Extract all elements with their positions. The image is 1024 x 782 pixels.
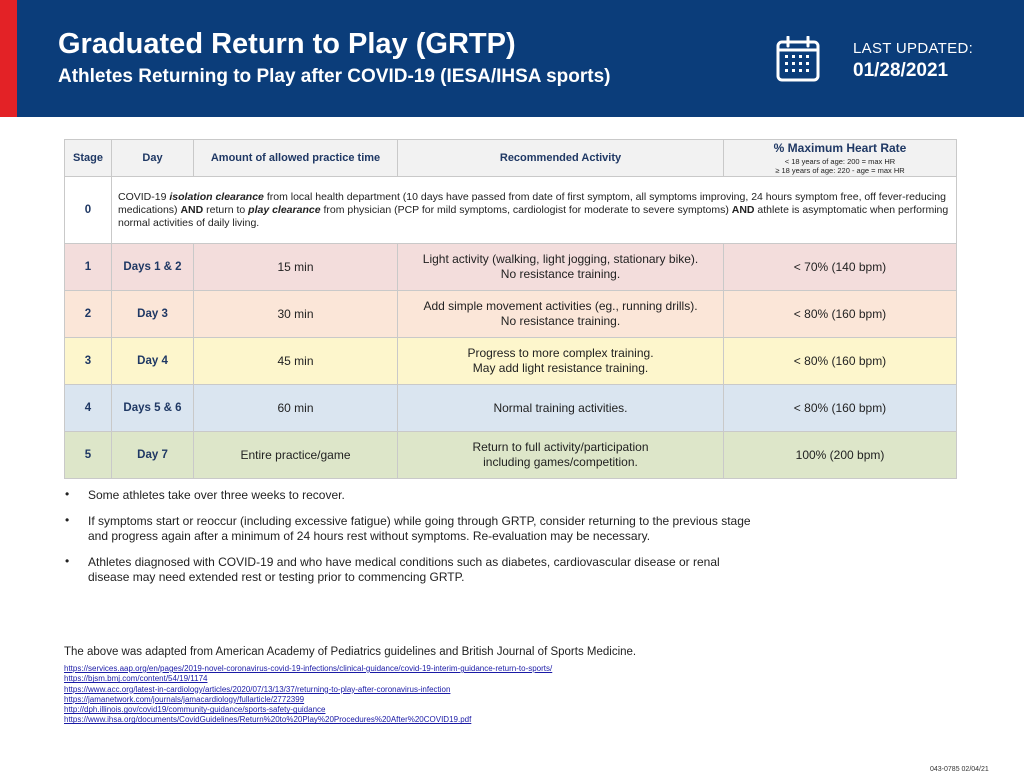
table-row-stage-3 bbox=[65, 338, 957, 385]
source-link-bjsm[interactable]: https://bjsm.bmj.com/content/54/19/1174 bbox=[64, 674, 208, 684]
header-practice-time: Amount of allowed practice time bbox=[194, 140, 398, 177]
document-code: 043-0785 02/04/21 bbox=[930, 766, 989, 773]
table-row-stage-2 bbox=[65, 291, 957, 338]
last-updated-label: LAST UPDATED: bbox=[853, 40, 974, 57]
activity-cell bbox=[398, 432, 724, 479]
stage-cell: 0 bbox=[65, 177, 112, 244]
stage0-description bbox=[112, 177, 957, 244]
page-title: Graduated Return to Play (GRTP) bbox=[58, 28, 516, 60]
source-statement: The above was adapted from American Academy of Pediatrics guidelines and British Journal of Sports Medicine. bbox=[64, 646, 637, 658]
list-item bbox=[64, 514, 754, 544]
header-max-heart-rate bbox=[724, 140, 957, 177]
and-keyword: AND bbox=[180, 203, 204, 216]
activity-line-1: Light activity (walking, light jogging, stationary bike). bbox=[422, 252, 699, 266]
practice-time-cell: Entire practice/game bbox=[194, 432, 398, 479]
notes-list bbox=[64, 488, 754, 596]
activity-line-1: Return to full activity/participation bbox=[472, 440, 649, 454]
table-row-stage-1 bbox=[65, 244, 957, 291]
day-cell: Days 1 & 2 bbox=[112, 244, 194, 291]
last-updated-date: 01/28/2021 bbox=[853, 60, 949, 81]
practice-time-cell: 45 min bbox=[194, 338, 398, 385]
activity-line-1: Progress to more complex training. bbox=[467, 346, 654, 360]
heart-rate-cell: < 80% (160 bpm) bbox=[724, 385, 957, 432]
activity-line-2: No resistance training. bbox=[500, 267, 621, 281]
activity-cell bbox=[398, 338, 724, 385]
stage-cell: 1 bbox=[65, 244, 112, 291]
source-link-aap[interactable]: https://services.aap.org/en/pages/2019-novel-coronavirus-covid-19-infections/clinical-guidance/covid-19-interim-guidance-return-to-sports/ bbox=[64, 664, 553, 673]
table-row-stage-0 bbox=[65, 177, 957, 244]
heart-rate-cell: < 80% (160 bpm) bbox=[724, 291, 957, 338]
activity-line-2: including games/competition. bbox=[483, 455, 638, 469]
table-header-row bbox=[65, 140, 957, 177]
practice-time-cell: 60 min bbox=[194, 385, 398, 432]
list-item bbox=[64, 555, 754, 585]
hr-title: % Maximum Heart Rate bbox=[773, 141, 907, 155]
bullet-icon: • bbox=[65, 554, 70, 568]
note-text: Some athletes take over three weeks to recover. bbox=[88, 488, 345, 502]
hr-sub-18-plus: ≥ 18 years of age: 220 - age = max HR bbox=[775, 166, 905, 175]
activity-cell bbox=[398, 291, 724, 338]
header-stage: Stage bbox=[65, 140, 112, 177]
day-cell: Days 5 & 6 bbox=[112, 385, 194, 432]
list-item bbox=[64, 488, 754, 503]
stage0-text-2: from local health department (10 days have passed from date of first symptom, all symptoms improving, 24 hours symptom free, off fever-reducing medications) bbox=[118, 190, 946, 216]
source-link-idph[interactable]: http://dph.illinois.gov/covid19/community-guidance/sports-safety-guidance bbox=[64, 705, 326, 715]
isolation-clearance-term: isolation clearance bbox=[169, 190, 264, 203]
activity-cell bbox=[398, 244, 724, 291]
day-cell: Day 4 bbox=[112, 338, 194, 385]
stage0-text-5: athlete is asymptomatic when performing normal activities of daily living. bbox=[118, 203, 949, 229]
play-clearance-term: play clearance bbox=[248, 203, 321, 216]
stage0-text-1: COVID-19 bbox=[118, 190, 170, 203]
practice-time-cell: 15 min bbox=[194, 244, 398, 291]
and-keyword: AND bbox=[731, 203, 755, 216]
stage-cell: 2 bbox=[65, 291, 112, 338]
stage-cell: 4 bbox=[65, 385, 112, 432]
source-links bbox=[64, 664, 552, 726]
page-subtitle: Athletes Returning to Play after COVID-19 (IESA/IHSA sports) bbox=[58, 66, 611, 87]
heart-rate-cell: 100% (200 bpm) bbox=[724, 432, 957, 479]
day-cell: Day 7 bbox=[112, 432, 194, 479]
activity-cell: Normal training activities. bbox=[398, 385, 724, 432]
stage-cell: 3 bbox=[65, 338, 112, 385]
table-row-stage-5 bbox=[65, 432, 957, 479]
source-link-jama[interactable]: https://jamanetwork.com/journals/jamacardiology/fullarticle/2772399 bbox=[64, 694, 305, 704]
header-recommended-activity: Recommended Activity bbox=[398, 140, 724, 177]
activity-line-2: May add light resistance training. bbox=[472, 361, 649, 375]
heart-rate-cell: < 70% (140 bpm) bbox=[724, 244, 957, 291]
header-day: Day bbox=[112, 140, 194, 177]
bullet-icon: • bbox=[65, 487, 70, 501]
source-link-ihsa[interactable]: https://www.ihsa.org/documents/CovidGuidelines/Return%20to%20Play%20Procedures%20After%20COVID19.pdf bbox=[64, 715, 472, 725]
calendar-icon bbox=[776, 36, 820, 82]
note-text: Athletes diagnosed with COVID-19 and who have medical conditions such as diabetes, cardiovascular disease or renal disease may need extended rest or testing prior to commencing GRTP. bbox=[88, 555, 720, 584]
stage0-text-3: return to bbox=[203, 203, 249, 216]
table-row-stage-4 bbox=[65, 385, 957, 432]
bullet-icon: • bbox=[65, 513, 70, 527]
activity-line-1: Add simple movement activities (eg., running drills). bbox=[423, 299, 698, 313]
stage0-text-4: from physician (PCP for mild symptoms, cardiologist for moderate to severe symptoms) bbox=[320, 203, 732, 216]
practice-time-cell: 30 min bbox=[194, 291, 398, 338]
red-accent-bar bbox=[0, 0, 17, 117]
grtp-table bbox=[64, 139, 957, 479]
hr-sub-under-18: < 18 years of age: 200 = max HR bbox=[784, 157, 896, 166]
header-banner bbox=[0, 0, 1024, 117]
note-text: If symptoms start or reoccur (including excessive fatigue) while going through GRTP, consider returning to the previous stage and progress again after a minimum of 24 hours rest without symptoms. Re-evaluation may be necessary. bbox=[88, 514, 751, 543]
heart-rate-cell: < 80% (160 bpm) bbox=[724, 338, 957, 385]
day-cell: Day 3 bbox=[112, 291, 194, 338]
stage-cell: 5 bbox=[65, 432, 112, 479]
activity-line-2: No resistance training. bbox=[500, 314, 621, 328]
source-link-acc[interactable]: https://www.acc.org/latest-in-cardiology/articles/2020/07/13/13/37/returning-to-play-after-coronavirus-infection bbox=[64, 684, 451, 694]
